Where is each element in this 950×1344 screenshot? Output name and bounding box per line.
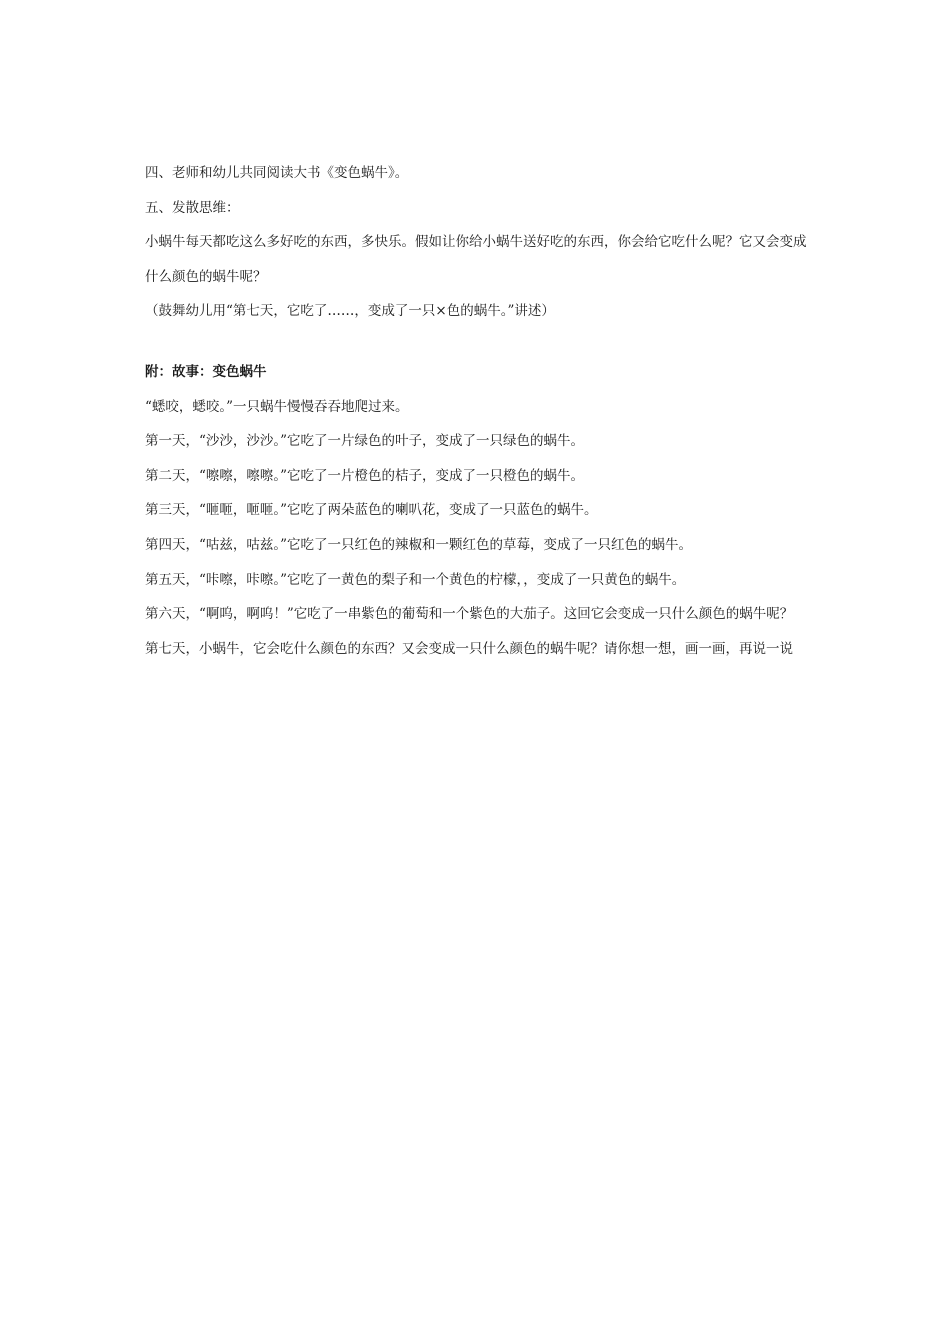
story-line: 第二天，“嚓嚓，嚓嚓。”它吃了一片橙色的桔子，变成了一只橙色的蜗牛。 — [145, 467, 585, 484]
story-line: 第四天，“咕兹，咕兹。”它吃了一只红色的辣椒和一颗红色的草莓，变成了一只红色的蜗牛。 — [145, 536, 693, 553]
section-five-title: 五、发散思维： — [145, 199, 240, 216]
section-five-body: 小蜗牛每天都吃这么多好吃的东西，多快乐。假如让你给小蜗牛送好吃的东西，你会给它吃什么呢？它又会变成什么颜色的蜗牛呢？ — [145, 234, 807, 285]
story-line: 第三天，“咂咂，咂咂。”它吃了两朵蓝色的喇叭花，变成了一只蓝色的蜗牛。 — [145, 502, 598, 519]
section-four-paragraph: 四、老师和幼儿共同阅读大书《变色蜗牛》。 — [145, 165, 409, 181]
story-line: 第五天，“咔嚓，咔嚓。”它吃了一黄色的梨子和一个黄色的柠檬，，变成了一只黄色的蜗牛。 — [145, 571, 686, 588]
story-line: 第六天，“啊呜，啊呜！”它吃了一串紫色的葡萄和一个紫色的大茄子。这回它会变成一只什么颜色的蜗牛呢？ — [145, 606, 794, 623]
document-body — [145, 156, 813, 666]
paragraph-spacer — [145, 329, 813, 355]
section-five-note: （鼓舞幼儿用“第七天，它吃了……，变成了一只×色的蜗牛。”讲述） — [145, 303, 555, 320]
story-line: 第七天，小蜗牛，它会吃什么颜色的东西？又会变成一只什么颜色的蜗牛呢？请你想一想，画一画，再说一说 — [145, 640, 793, 657]
story-heading: 附：故事：变色蜗牛 — [145, 363, 267, 380]
story-line: “蟋咬，蟋咬。”一只蜗牛慢慢吞吞地爬过来。 — [145, 398, 409, 415]
story-line: 第一天，“沙沙，沙沙。”它吃了一片绿色的叶子，变成了一只绿色的蜗牛。 — [145, 433, 585, 450]
